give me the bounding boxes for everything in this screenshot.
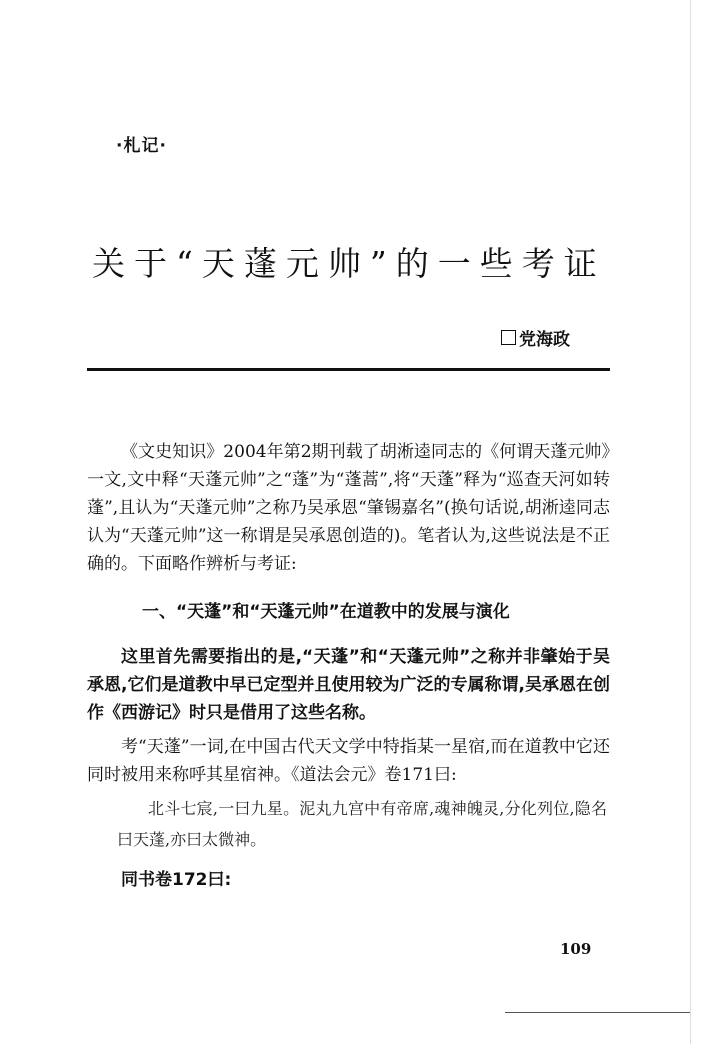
block-quote: 北斗七宸,一曰九星。泥丸九宫中有帝席,魂神魄灵,分化列位,隐名曰天蓬,亦曰太微神。 xyxy=(117,799,607,849)
author-box-icon xyxy=(501,330,516,345)
footer-rule xyxy=(505,1012,690,1013)
body-paragraph-4: 同书卷172曰: xyxy=(121,870,232,890)
page-number: 109 xyxy=(560,940,592,958)
article-title: 关于“天蓬元帅”的一些考证 xyxy=(92,244,606,283)
author-name: 党海政 xyxy=(519,330,570,350)
intro-paragraph: 《文史知识》2004年第2期刊载了胡淅逵同志的《何谓天蓬元帅》一文,文中释“天蓬元帅”之“蓬”为“蓬蒿”,将“天蓬”释为“巡查天河如转蓬”,且认为“天蓬元帅”之称乃吴承恩“肇锡嘉名”(换句话说,胡淅逵同志认为“天蓬元帅”这一称谓是吴承恩创造的)。笔者认为,这些说法是不正确的。下面略作辨析与考证: xyxy=(87,442,610,574)
body-paragraph-3: 考“天蓬”一词,在中国古代天文学中特指某一星宿,而在道教中它还同时被用来称呼其星宿神。《道法会元》卷171曰: xyxy=(87,737,610,785)
author-line xyxy=(501,325,570,350)
section-heading: 一、“天蓬”和“天蓬元帅”在道教中的发展与演化 xyxy=(142,602,510,622)
section-label: ·札记· xyxy=(116,136,167,156)
edge-rule xyxy=(690,0,691,1044)
title-divider xyxy=(87,368,610,371)
body-paragraph-2: 这里首先需要指出的是,“天蓬”和“天蓬元帅”之称并非肇始于吴承恩,它们是道教中早已定型并且使用较为广泛的专属称谓,吴承恩在创作《西游记》时只是借用了这些名称。 xyxy=(87,647,610,723)
